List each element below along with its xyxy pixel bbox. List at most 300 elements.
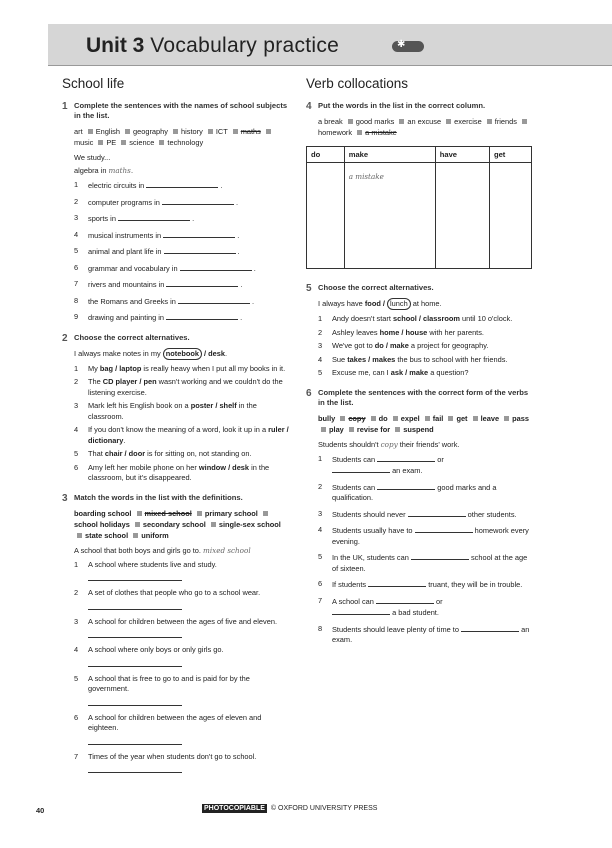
example-circled-answer: notebook xyxy=(163,348,202,360)
item-text-end: in the classroom. xyxy=(88,401,257,421)
title-subtitle: Vocabulary practice xyxy=(150,34,340,57)
item-number: 1 xyxy=(74,363,79,373)
item-text-end: a bad student. xyxy=(392,608,439,617)
item-text: A school for children between the ages of eleven and eighteen. xyxy=(88,712,262,732)
answer-blank[interactable] xyxy=(88,573,182,581)
answer-blank[interactable] xyxy=(88,630,182,638)
item-alternatives[interactable]: takes / makes xyxy=(347,354,396,364)
word-list-item: friends xyxy=(494,117,517,126)
item-alternatives[interactable]: window / desk xyxy=(198,462,250,472)
list-item xyxy=(318,454,532,477)
word-list-item: suspend xyxy=(403,424,434,434)
list-separator xyxy=(340,416,345,421)
item-text-start: My xyxy=(88,363,100,373)
column-header-have: have xyxy=(435,147,489,163)
answer-blank[interactable] xyxy=(415,525,473,533)
example-answer: copy xyxy=(380,439,398,449)
example-line xyxy=(318,440,532,450)
example-text: A school that both boys and girls go to. xyxy=(74,545,201,555)
list-item xyxy=(318,355,532,366)
list-separator xyxy=(266,129,271,134)
word-list-item: exercise xyxy=(454,117,482,126)
list-item xyxy=(318,368,532,379)
example-alternative: food / xyxy=(364,299,385,308)
item-text-end: a project for geography. xyxy=(408,341,489,350)
example-prefix: algebra in xyxy=(74,166,107,175)
item-text-start: Students usually have to xyxy=(332,526,413,535)
word-list-item: get xyxy=(456,413,468,423)
exercise-number: 6 xyxy=(306,387,312,399)
item-text: computer programs in xyxy=(88,197,160,207)
answer-blank[interactable] xyxy=(332,607,390,615)
list-item xyxy=(318,624,532,646)
word-list-item: leave xyxy=(480,413,500,423)
item-alternatives[interactable]: home / house xyxy=(379,327,428,337)
answer-blank[interactable] xyxy=(88,698,182,706)
list-separator xyxy=(121,140,126,145)
item-text: A school where only boys or only girls go. xyxy=(88,645,224,654)
item-text: A school for children between the ages of five and eleven. xyxy=(88,616,277,626)
item-number: 5 xyxy=(74,449,79,458)
exercise-number: 4 xyxy=(306,101,312,112)
word-list-item: pass xyxy=(512,413,530,423)
word-list xyxy=(74,508,290,541)
item-end: . xyxy=(240,280,243,289)
item-number: 1 xyxy=(318,453,323,463)
item-text-end: the bus to school with her friends. xyxy=(395,354,508,364)
list-separator xyxy=(211,522,216,527)
difficulty-badge xyxy=(392,41,424,52)
word-list-item: maths xyxy=(240,127,261,136)
item-number: 8 xyxy=(74,295,79,305)
word-list-item: do xyxy=(378,413,388,423)
item-number: 2 xyxy=(74,377,79,386)
list-item xyxy=(318,596,532,619)
example-line xyxy=(74,348,290,360)
answer-blank[interactable] xyxy=(332,465,390,473)
example-end: at home. xyxy=(410,299,442,308)
item-text-start: Students can xyxy=(332,454,376,464)
item-text-end: an exam. xyxy=(392,466,423,475)
item-text: drawing and painting in xyxy=(88,313,165,322)
item-number: 3 xyxy=(318,508,323,518)
item-text-end: is really heavy when I put all my books in it. xyxy=(141,363,286,373)
word-list-item: secondary school xyxy=(142,519,206,529)
item-number: 7 xyxy=(74,751,79,761)
item-text-end: a question? xyxy=(428,368,469,377)
word-list-item: geography xyxy=(133,127,168,136)
item-text-start: In the UK, students can xyxy=(332,553,409,562)
answer-blank[interactable] xyxy=(180,263,252,271)
list-separator xyxy=(473,416,478,421)
word-list-item: homework xyxy=(318,128,353,137)
word-list-item: uniform xyxy=(141,530,169,540)
list-item xyxy=(74,560,290,582)
item-number: 6 xyxy=(318,579,323,588)
word-list-item: art xyxy=(74,127,83,136)
word-list-item: play xyxy=(329,424,344,434)
word-list-item: boarding school xyxy=(74,508,132,518)
photocopiable-label: PHOTOCOPIABLE xyxy=(204,805,265,812)
example-answer: a mistake xyxy=(348,172,384,181)
word-list-item: technology xyxy=(167,138,204,147)
item-end: . xyxy=(240,313,243,322)
answer-blank[interactable] xyxy=(166,279,238,287)
item-list xyxy=(74,560,290,774)
answer-blank[interactable] xyxy=(146,180,218,188)
item-text: sports in xyxy=(88,214,116,223)
list-item xyxy=(74,401,290,422)
example-line xyxy=(74,546,290,556)
column-header-make: make xyxy=(344,147,435,163)
exercise-instruction: Complete the sentences with the correct form of the verbs in the list. xyxy=(318,387,529,407)
list-separator xyxy=(88,129,93,134)
word-list-item: music xyxy=(74,138,94,147)
list-separator xyxy=(263,511,268,516)
list-item xyxy=(74,449,290,460)
item-number: 2 xyxy=(74,196,79,206)
copyright-text: © OXFORD UNIVERSITY PRESS xyxy=(270,805,378,812)
item-number: 9 xyxy=(74,312,79,321)
item-number: 4 xyxy=(74,229,79,239)
item-number: 6 xyxy=(74,262,79,272)
list-separator xyxy=(135,522,140,527)
list-item xyxy=(318,482,532,504)
list-item xyxy=(318,579,532,591)
list-item xyxy=(74,197,290,209)
list-item xyxy=(74,312,290,324)
item-number: 5 xyxy=(318,552,323,561)
item-alternatives[interactable]: ask / make xyxy=(390,368,429,377)
list-separator xyxy=(371,416,376,421)
item-text-end: is for sitting on, not standing on. xyxy=(145,449,252,458)
word-list-item: an excuse xyxy=(407,117,442,126)
left-column xyxy=(62,76,290,780)
word-list-item: school holidays xyxy=(74,519,130,529)
item-text: A set of clothes that people who go to a school wear. xyxy=(88,588,261,597)
list-separator xyxy=(321,427,326,432)
word-list xyxy=(318,116,532,138)
item-number: 1 xyxy=(74,180,79,189)
item-number: 5 xyxy=(74,246,79,255)
exercise-instruction: Choose the correct alternatives. xyxy=(74,332,190,342)
collocation-table xyxy=(306,146,532,269)
answer-blank[interactable] xyxy=(178,296,250,304)
list-item xyxy=(74,279,290,291)
list-separator xyxy=(448,416,453,421)
word-list-item: fail xyxy=(432,413,444,423)
list-separator xyxy=(522,119,527,124)
item-number: 4 xyxy=(74,425,79,434)
list-separator xyxy=(159,140,164,145)
item-number: 4 xyxy=(318,354,323,364)
list-item xyxy=(74,425,290,446)
word-list-item: state school xyxy=(85,530,129,540)
example-line xyxy=(318,298,532,310)
word-list-item: good marks xyxy=(355,117,395,126)
item-text-or: or xyxy=(437,454,444,464)
item-end: . xyxy=(220,181,223,190)
exercise-number: 3 xyxy=(62,492,68,504)
example-circled-answer: lunch xyxy=(387,298,411,310)
list-separator xyxy=(77,533,82,538)
answer-blank[interactable] xyxy=(88,659,182,667)
list-separator xyxy=(173,129,178,134)
answer-blank[interactable] xyxy=(377,482,435,490)
item-alternatives[interactable]: bag / laptop xyxy=(99,363,142,373)
item-number: 7 xyxy=(74,279,79,288)
list-item xyxy=(318,509,532,521)
item-text-start: Ashley leaves xyxy=(332,327,380,337)
exercise-3 xyxy=(62,493,290,774)
item-list xyxy=(318,454,532,646)
word-list-item: ICT xyxy=(215,127,228,136)
word-list xyxy=(318,413,532,435)
item-number: 5 xyxy=(318,368,323,377)
page-title xyxy=(86,34,339,58)
item-text-start: We've got to xyxy=(332,341,375,350)
item-text-start: If students xyxy=(332,580,367,589)
exercise-instruction: Put the words in the list in the correct column. xyxy=(318,101,486,110)
column-header-do: do xyxy=(307,147,345,163)
word-list-item: single-sex school xyxy=(218,519,281,529)
answer-blank[interactable] xyxy=(166,312,238,320)
list-separator xyxy=(98,140,103,145)
item-text-start: Amy left her mobile phone on her xyxy=(88,462,199,472)
list-separator xyxy=(487,119,492,124)
item-text-end: other students. xyxy=(467,509,517,519)
list-item xyxy=(74,213,290,225)
item-text-end: wasn't working and we couldn't do the listening exercise. xyxy=(88,377,283,397)
list-item xyxy=(74,588,290,610)
list-item xyxy=(74,617,290,639)
exercise-4 xyxy=(306,101,532,138)
list-separator xyxy=(197,511,202,516)
item-alternatives[interactable]: chair / door xyxy=(104,449,146,458)
example-pre: I always have xyxy=(318,299,365,308)
list-item xyxy=(74,674,290,706)
word-list-item: PE xyxy=(106,138,117,147)
example-pre: Students shouldn't xyxy=(318,439,381,449)
list-separator xyxy=(348,119,353,124)
exercise-number: 1 xyxy=(62,101,68,112)
word-list-item: a mistake xyxy=(365,128,397,137)
item-text-end: . xyxy=(123,435,126,445)
item-number: 1 xyxy=(74,559,79,569)
list-separator xyxy=(425,416,430,421)
item-text-start: That xyxy=(88,449,105,458)
answer-blank[interactable] xyxy=(88,765,182,773)
page-number: 40 xyxy=(36,806,45,815)
answer-blank[interactable] xyxy=(461,624,519,632)
list-item xyxy=(74,263,290,275)
column-header-get: get xyxy=(489,147,531,163)
list-separator xyxy=(504,416,509,421)
list-item xyxy=(74,296,290,308)
word-list-item: mixed school xyxy=(144,508,192,518)
exercise-5 xyxy=(306,283,532,379)
item-number: 8 xyxy=(318,623,323,633)
item-text: the Romans and Greeks in xyxy=(88,296,176,306)
item-text: rivers and mountains in xyxy=(88,280,165,289)
answer-blank[interactable] xyxy=(88,737,182,745)
item-text-start: The xyxy=(88,377,103,386)
list-item xyxy=(74,645,290,667)
word-list-item: science xyxy=(129,138,155,147)
list-separator xyxy=(446,119,451,124)
word-list-item: English xyxy=(95,127,120,136)
list-separator xyxy=(125,129,130,134)
item-alternatives[interactable]: school / classroom xyxy=(392,314,460,323)
item-text-start: Mark left his English book on a xyxy=(88,401,191,410)
example-separator: / xyxy=(202,348,209,358)
answer-blank[interactable] xyxy=(88,602,182,610)
word-list-item: history xyxy=(181,127,203,136)
column-cell-get[interactable] xyxy=(489,163,531,269)
item-text: grammar and vocabulary in xyxy=(88,263,178,273)
list-item xyxy=(74,364,290,375)
exercise-instruction: Choose the correct alternatives. xyxy=(318,283,434,292)
exercise-2 xyxy=(62,333,290,484)
item-text-end: good marks and a qualification. xyxy=(332,482,497,502)
column-cell-do[interactable] xyxy=(307,163,345,269)
exercise-number: 5 xyxy=(306,283,312,294)
list-item xyxy=(318,314,532,325)
answer-blank[interactable] xyxy=(376,596,434,604)
word-list-item: revise for xyxy=(356,424,391,434)
example-answer: maths. xyxy=(108,166,134,175)
item-number: 3 xyxy=(74,401,79,410)
example-pre: I always make notes in my xyxy=(74,348,161,358)
list-separator xyxy=(208,129,213,134)
item-text-end: homework every evening. xyxy=(332,526,529,546)
right-column xyxy=(306,76,532,651)
list-separator xyxy=(233,129,238,134)
item-number: 3 xyxy=(318,341,323,350)
item-text-end: truant, they will be in trouble. xyxy=(428,580,523,589)
footer-copyright xyxy=(202,805,377,812)
section-heading-school-life: School life xyxy=(62,76,125,91)
list-item xyxy=(74,180,290,192)
item-text: animal and plant life in xyxy=(88,247,162,256)
list-item xyxy=(74,246,290,258)
column-cell-have[interactable] xyxy=(435,163,489,269)
item-end: . xyxy=(252,296,255,306)
example-alternative: desk xyxy=(208,348,226,358)
item-alternatives[interactable]: ruler / dictionary xyxy=(88,425,289,445)
list-item xyxy=(318,341,532,352)
item-text: Times of the year when students don't go to school. xyxy=(88,751,257,761)
list-item xyxy=(74,377,290,398)
section-heading-verb-collocations: Verb collocations xyxy=(306,76,409,91)
item-number: 2 xyxy=(74,588,79,597)
exercise-instruction: Match the words in the list with the definitions. xyxy=(74,492,243,502)
list-item xyxy=(74,463,290,484)
exercise-1 xyxy=(62,101,290,324)
exercise-6 xyxy=(306,388,532,646)
list-item xyxy=(74,752,290,774)
word-list-item: bully xyxy=(318,413,336,423)
item-number: 7 xyxy=(318,595,323,605)
item-text-start: Students should never xyxy=(332,509,406,519)
item-end: . xyxy=(253,263,256,273)
item-text-start: Andy doesn't start xyxy=(332,314,393,323)
answer-blank[interactable] xyxy=(408,509,466,517)
example-end: their friends' work. xyxy=(397,439,460,449)
column-cell-make[interactable] xyxy=(344,163,435,269)
item-alternatives[interactable]: do / make xyxy=(374,341,409,350)
item-text-start: Students can xyxy=(332,482,376,492)
answer-blank[interactable] xyxy=(368,579,426,587)
item-end: . xyxy=(236,197,239,207)
item-text: A school where students live and study. xyxy=(88,559,217,569)
item-number: 5 xyxy=(74,673,79,683)
item-text: electric circuits in xyxy=(88,181,145,190)
item-text-end: school at the age of sixteen. xyxy=(332,553,528,573)
item-text-end: with her parents. xyxy=(427,327,484,337)
item-text-start: A school can xyxy=(332,596,374,606)
item-alternatives[interactable]: poster / shelf xyxy=(190,401,237,410)
star-icon: ✱ xyxy=(397,39,406,50)
example-answer: mixed school xyxy=(203,545,251,555)
answer-blank[interactable] xyxy=(411,552,469,560)
item-number: 3 xyxy=(74,213,79,222)
item-list xyxy=(318,314,532,379)
item-number: 6 xyxy=(74,462,79,472)
list-separator xyxy=(357,130,362,135)
item-number: 3 xyxy=(74,616,79,626)
list-item xyxy=(318,525,532,547)
list-separator xyxy=(133,533,138,538)
word-list-item: copy xyxy=(348,413,366,423)
answer-blank[interactable] xyxy=(118,213,190,221)
answer-blank[interactable] xyxy=(162,197,234,205)
item-end: . xyxy=(192,214,195,223)
exercise-instruction: Complete the sentences with the names of school subjects in the list. xyxy=(74,101,288,120)
item-list xyxy=(74,180,290,324)
item-number: 2 xyxy=(318,327,323,337)
item-number: 1 xyxy=(318,314,323,323)
word-list-item: a break xyxy=(318,117,343,126)
item-number: 6 xyxy=(74,712,79,722)
list-separator xyxy=(399,119,404,124)
item-text-end: an exam. xyxy=(332,624,530,644)
list-separator xyxy=(395,427,400,432)
item-text: musical instruments in xyxy=(88,230,162,240)
word-list-item: primary school xyxy=(204,508,258,518)
answer-blank[interactable] xyxy=(164,246,236,254)
item-alternatives[interactable]: CD player / pen xyxy=(102,377,157,386)
list-separator xyxy=(393,416,398,421)
answer-blank[interactable] xyxy=(377,454,435,462)
list-item xyxy=(318,328,532,339)
list-item xyxy=(74,713,290,745)
item-text-end: in the classroom, but it's disappeared. xyxy=(88,462,270,482)
item-number: 4 xyxy=(74,645,79,654)
item-end: . xyxy=(237,230,240,240)
answer-blank[interactable] xyxy=(163,230,235,238)
exercise-number: 2 xyxy=(62,332,68,344)
item-text-start: Students should leave plenty of time to xyxy=(332,624,459,634)
item-end: . xyxy=(237,247,240,256)
unit-label: Unit 3 xyxy=(86,34,145,57)
list-separator xyxy=(137,511,142,516)
intro-text: We study... xyxy=(74,153,111,162)
list-separator xyxy=(349,427,354,432)
list-item xyxy=(74,230,290,242)
word-list xyxy=(74,126,290,148)
item-text-start: If you don't know the meaning of a word, look it up in a xyxy=(88,425,269,434)
